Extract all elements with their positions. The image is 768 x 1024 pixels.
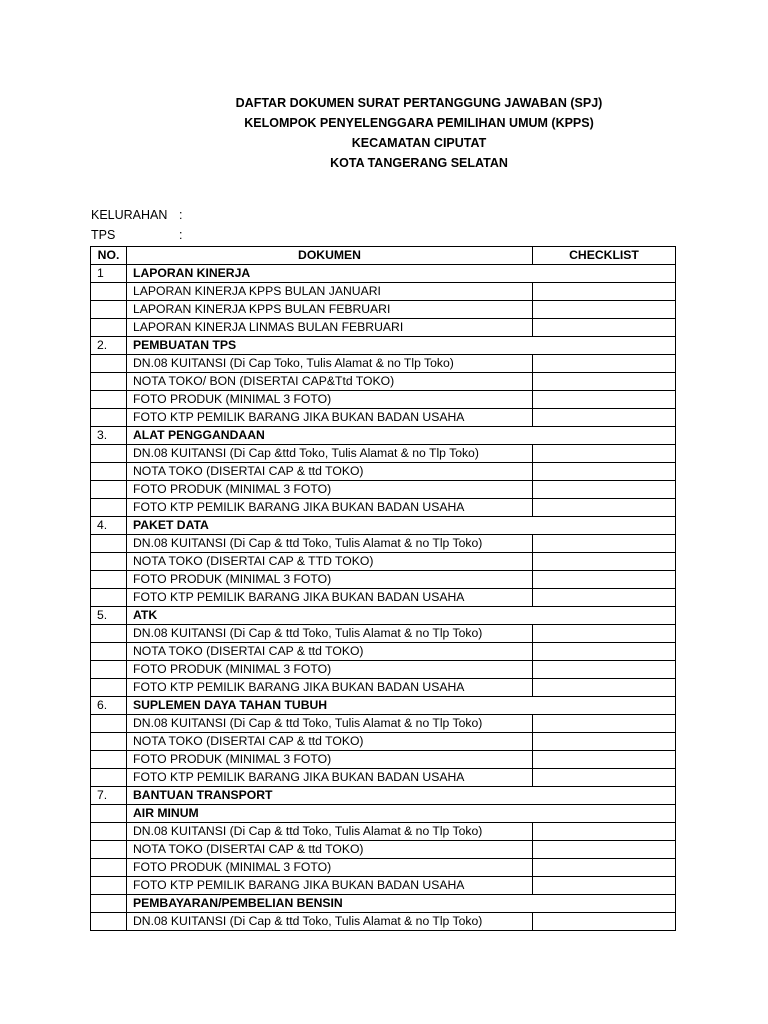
row-number [91,481,127,499]
document-item: DN.08 KUITANSI (Di Cap &ttd Toko, Tulis Alamat & no Tlp Toko) [127,445,533,463]
checklist-cell[interactable] [533,373,676,391]
checklist-cell[interactable] [533,913,676,931]
document-item: NOTA TOKO (DISERTAI CAP & ttd TOKO) [127,463,533,481]
row-number [91,733,127,751]
header-no: NO. [91,247,127,265]
section-title: PEMBAYARAN/PEMBELIAN BENSIN [127,895,676,913]
document-item: NOTA TOKO (DISERTAI CAP & TTD TOKO) [127,553,533,571]
section-row [91,607,676,625]
row-number: 4. [91,517,127,535]
document-item: DN.08 KUITANSI (Di Cap & ttd Toko, Tulis Alamat & no Tlp Toko) [127,715,533,733]
document-item: FOTO PRODUK (MINIMAL 3 FOTO) [127,571,533,589]
section-row [91,427,676,445]
row-number: 5. [91,607,127,625]
checklist-cell[interactable] [533,751,676,769]
row-number [91,859,127,877]
checklist-cell[interactable] [533,733,676,751]
section-title: AIR MINUM [127,805,676,823]
document-item: NOTA TOKO/ BON (DISERTAI CAP&Ttd TOKO) [127,373,533,391]
tps-label: TPS [91,228,116,242]
checklist-cell[interactable] [533,625,676,643]
row-number [91,445,127,463]
document-item: FOTO PRODUK (MINIMAL 3 FOTO) [127,481,533,499]
title-line: KOTA TANGERANG SELATAN [330,156,508,170]
kelurahan-field [91,206,182,224]
row-number [91,877,127,895]
checklist-cell[interactable] [533,715,676,733]
document-checklist-table [90,246,676,931]
row-number [91,409,127,427]
row-number [91,625,127,643]
table-row [91,391,676,409]
table-row [91,733,676,751]
row-number [91,805,127,823]
title-line: KELOMPOK PENYELENGGARA PEMILIHAN UMUM (KPPS) [244,116,594,130]
row-number [91,751,127,769]
table-row [91,535,676,553]
table-row [91,355,676,373]
row-number [91,823,127,841]
checklist-cell[interactable] [533,499,676,517]
row-number [91,571,127,589]
checklist-cell[interactable] [533,841,676,859]
checklist-cell[interactable] [533,409,676,427]
document-item: DN.08 KUITANSI (Di Cap & ttd Toko, Tulis Alamat & no Tlp Toko) [127,913,533,931]
table-row [91,373,676,391]
kelurahan-separator: : [179,208,183,222]
checklist-cell[interactable] [533,661,676,679]
table-row [91,409,676,427]
checklist-cell[interactable] [533,571,676,589]
row-number [91,715,127,733]
row-number: 3. [91,427,127,445]
row-number [91,589,127,607]
document-item: DN.08 KUITANSI (Di Cap & ttd Toko, Tulis Alamat & no Tlp Toko) [127,625,533,643]
section-row [91,787,676,805]
table-row [91,823,676,841]
header-dokumen: DOKUMEN [127,247,533,265]
section-row [91,265,676,283]
row-number [91,355,127,373]
section-row [91,697,676,715]
table-row [91,679,676,697]
checklist-cell[interactable] [533,481,676,499]
checklist-cell[interactable] [533,553,676,571]
checklist-cell[interactable] [533,877,676,895]
table-row [91,769,676,787]
row-number [91,373,127,391]
checklist-cell[interactable] [533,679,676,697]
checklist-cell[interactable] [533,301,676,319]
kelurahan-label: KELURAHAN [91,208,168,222]
checklist-cell[interactable] [533,535,676,553]
tps-separator: : [179,228,183,242]
tps-field [91,226,182,244]
table-row [91,877,676,895]
row-number [91,535,127,553]
checklist-cell[interactable] [533,859,676,877]
table-row [91,283,676,301]
header-checklist: CHECKLIST [533,247,676,265]
section-title: ALAT PENGGANDAAN [127,427,676,445]
table-row [91,841,676,859]
table-row [91,463,676,481]
table-row [91,319,676,337]
table-row [91,715,676,733]
checklist-cell[interactable] [533,445,676,463]
table-row [91,625,676,643]
document-item: FOTO KTP PEMILIK BARANG JIKA BUKAN BADAN USAHA [127,877,533,895]
section-title: ATK [127,607,676,625]
table-row [91,661,676,679]
row-number: 6. [91,697,127,715]
document-item: FOTO KTP PEMILIK BARANG JIKA BUKAN BADAN USAHA [127,589,533,607]
title-line: DAFTAR DOKUMEN SURAT PERTANGGUNG JAWABAN (SPJ) [235,96,603,110]
checklist-cell[interactable] [533,391,676,409]
table-row [91,913,676,931]
row-number [91,319,127,337]
row-number: 7. [91,787,127,805]
title-line: KECAMATAN CIPUTAT [351,136,487,150]
row-number: 1 [91,265,127,283]
section-row [91,517,676,535]
document-item: LAPORAN KINERJA KPPS BULAN FEBRUARI [127,301,533,319]
row-number [91,499,127,517]
section-title: BANTUAN TRANSPORT [127,787,676,805]
row-number [91,553,127,571]
checklist-cell[interactable] [533,463,676,481]
document-item: DN.08 KUITANSI (Di Cap & ttd Toko, Tulis Alamat & no Tlp Toko) [127,823,533,841]
row-number [91,391,127,409]
table-row [91,445,676,463]
row-number [91,301,127,319]
row-number [91,679,127,697]
row-number [91,283,127,301]
table-row [91,553,676,571]
document-item: FOTO KTP PEMILIK BARANG JIKA BUKAN BADAN USAHA [127,769,533,787]
checklist-cell[interactable] [533,319,676,337]
document-title [0,93,768,173]
table-row [91,643,676,661]
document-item: FOTO KTP PEMILIK BARANG JIKA BUKAN BADAN USAHA [127,409,533,427]
table-row [91,571,676,589]
table-row [91,589,676,607]
row-number [91,643,127,661]
checklist-cell[interactable] [533,355,676,373]
document-item: DN.08 KUITANSI (Di Cap Toko, Tulis Alamat & no Tlp Toko) [127,355,533,373]
section-row [91,805,676,823]
table-row [91,481,676,499]
section-title: SUPLEMEN DAYA TAHAN TUBUH [127,697,676,715]
document-item: NOTA TOKO (DISERTAI CAP & ttd TOKO) [127,841,533,859]
checklist-cell[interactable] [533,769,676,787]
row-number [91,913,127,931]
table-row [91,751,676,769]
checklist-cell[interactable] [533,283,676,301]
document-item: LAPORAN KINERJA KPPS BULAN JANUARI [127,283,533,301]
checklist-cell[interactable] [533,823,676,841]
checklist-cell[interactable] [533,589,676,607]
section-row [91,895,676,913]
document-item: DN.08 KUITANSI (Di Cap & ttd Toko, Tulis Alamat & no Tlp Toko) [127,535,533,553]
row-number: 2. [91,337,127,355]
row-number [91,463,127,481]
section-row [91,337,676,355]
row-number [91,895,127,913]
document-item: NOTA TOKO (DISERTAI CAP & ttd TOKO) [127,643,533,661]
document-item: FOTO PRODUK (MINIMAL 3 FOTO) [127,661,533,679]
document-item: FOTO PRODUK (MINIMAL 3 FOTO) [127,751,533,769]
row-number [91,769,127,787]
table-row [91,499,676,517]
row-number [91,841,127,859]
document-item: FOTO PRODUK (MINIMAL 3 FOTO) [127,391,533,409]
table-row [91,301,676,319]
document-item: FOTO KTP PEMILIK BARANG JIKA BUKAN BADAN USAHA [127,499,533,517]
document-item: FOTO PRODUK (MINIMAL 3 FOTO) [127,859,533,877]
section-title: LAPORAN KINERJA [127,265,676,283]
table-row [91,859,676,877]
row-number [91,661,127,679]
table-header-row [91,247,676,265]
section-title: PAKET DATA [127,517,676,535]
document-item: LAPORAN KINERJA LINMAS BULAN FEBRUARI [127,319,533,337]
checklist-cell[interactable] [533,643,676,661]
document-item: NOTA TOKO (DISERTAI CAP & ttd TOKO) [127,733,533,751]
section-title: PEMBUATAN TPS [127,337,676,355]
document-item: FOTO KTP PEMILIK BARANG JIKA BUKAN BADAN USAHA [127,679,533,697]
table-body [91,265,676,931]
